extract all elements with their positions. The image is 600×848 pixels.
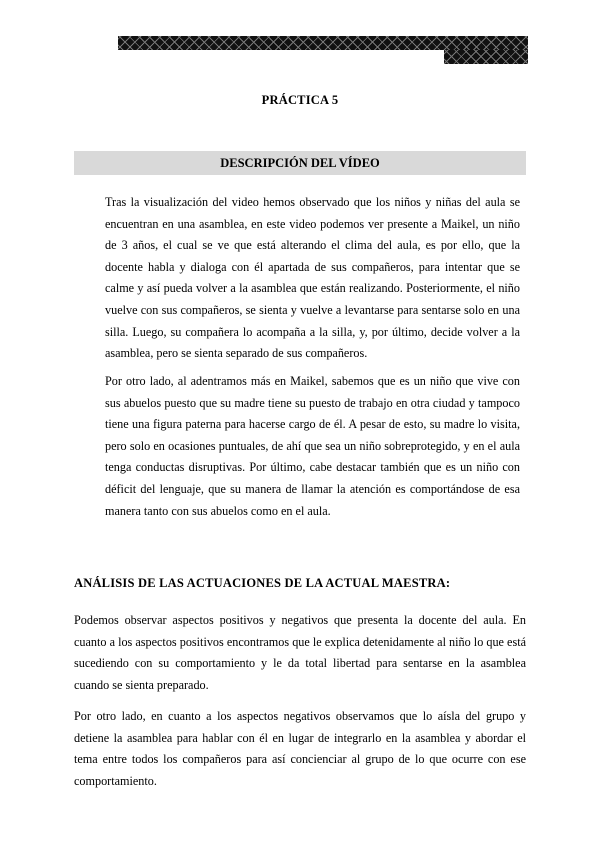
paragraph-video-summary: Tras la visualización del video hemos observado que los niños y niñas del aula se encuentran en una asamblea, en este video podemos ver presente a Maikel, un niño de 3 años, el cual se ve que está alterando el clima del aula, es por ello, que la docente habla y dialoga con él apartada de sus compañeros, para intentar que se calme y así pueda volver a la asamblea que están realizando. Posteriormente, el niño vuelve con sus compañeros, se sienta y vuelve a levantarse para sentarse solo en una silla. Luego, su compañera lo acompaña a la silla, y, por último, decide volver a la asamblea, pero se sienta separado de sus compañeros. <box>105 195 520 361</box>
section-heading-label: DESCRIPCIÓN DEL VÍDEO <box>220 155 380 170</box>
header-decorative-band <box>118 36 528 50</box>
page-title: PRÁCTICA 5 <box>261 93 339 107</box>
paragraph-negative-aspects: Por otro lado, en cuanto a los aspectos negativos observamos que lo aísla del grupo y detiene la asamblea para hablar con él en lugar de integrarlo en la asamblea y abordar el tema entre todos los compañeros para así concienciar al grupo de lo que ocurre con ese comportamiento. <box>74 709 526 788</box>
header-decorative-band-small <box>444 50 528 64</box>
paragraph-positive-aspects: Podemos observar aspectos positivos y negativos que presenta la docente del aula. En cuanto a los aspectos positivos encontramos que le explica detenidamente al niño lo que está sucediendo con su comportamiento y le da total libertad para sentarse en la asamblea cuando se sienta preparado. <box>74 613 526 692</box>
section-heading-video-description <box>74 151 526 175</box>
section-heading-teacher-analysis: ANÁLISIS DE LAS ACTUACIONES DE LA ACTUAL MAESTRA: <box>74 576 451 590</box>
paragraph-maikel-background: Por otro lado, al adentramos más en Maikel, sabemos que es un niño que vive con sus abuelos puesto que su madre tiene su puesto de trabajo en otra ciudad y tampoco tiene una figura paterna para hacerse cargo de él. A pesar de esto, su madre lo visita, pero solo en ocasiones puntuales, de ahí que sea un niño sobreprotegido, y en el aula tenga conductas disruptivas. Por último, cabe destacar también que es un niño con déficit del lenguaje, que su manera de llamar la atención es comportándose de esa manera tanto con sus abuelos como en el aula. <box>105 374 520 518</box>
